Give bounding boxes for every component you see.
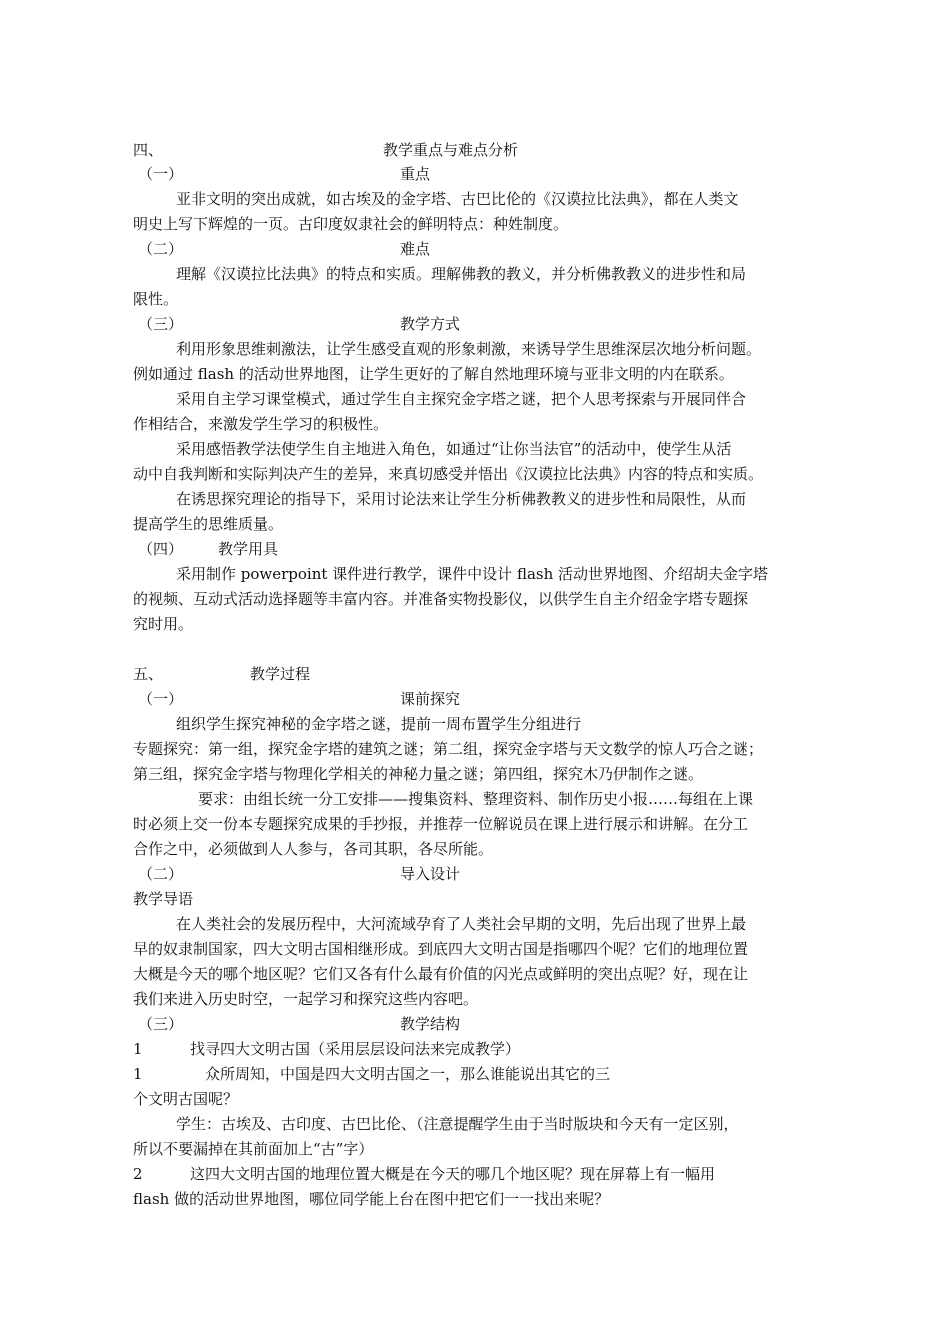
paragraph-line: 早的奴隶制国家，四大文明古国相继形成。到底四大文明古国是指哪四个呢？它们的地理位置: [133, 940, 749, 958]
item-number: 1: [133, 1040, 143, 1058]
item-text: 这四大文明古国的地理位置大概是在今天的哪几个地区呢？现在屏幕上有一幅用: [190, 1165, 716, 1183]
subsection-title: 重点: [400, 165, 431, 183]
subsection-heading: [138, 239, 828, 259]
subsection-title: 教学方式: [400, 315, 461, 333]
subsection-number: （一）: [138, 690, 184, 708]
subsection-number: （三）: [138, 1015, 184, 1033]
subsection-number: （三）: [138, 315, 184, 333]
subsection-heading: [138, 1014, 828, 1034]
paragraph-line: 要求：由组长统一分工安排——搜集资料、整理资料、制作历史小报……每组在上课: [198, 790, 754, 808]
section-title: 教学过程: [250, 665, 311, 683]
subsection-heading: [138, 689, 828, 709]
subsection-heading: [138, 864, 828, 884]
subsection-heading: [138, 164, 828, 184]
paragraph-line: 学生：古埃及、古印度、古巴比伦、（注意提醒学生由于当时版块和今天有一定区别，: [176, 1115, 739, 1133]
paragraph-line: 所以不要漏掉在其前面加上“古”字）: [133, 1140, 374, 1158]
paragraph-line: 大概是今天的哪个地区呢？它们又各有什么最有价值的闪光点或鲜明的突出点呢？好，现在让: [133, 965, 749, 983]
paragraph-line: 在诱思探究理论的指导下，采用讨论法来让学生分析佛教教义的进步性和局限性，从而: [176, 490, 747, 508]
item-text: 找寻四大文明古国（采用层层设问法来完成教学）: [190, 1040, 521, 1058]
section-number: 五、: [133, 665, 164, 683]
paragraph-line: 个文明古国呢？: [133, 1090, 239, 1108]
numbered-item: [133, 1164, 823, 1184]
paragraph-line: 例如通过 flash 的活动世界地图，让学生更好的了解自然地理环境与亚非文明的内在联系。: [133, 365, 734, 383]
subsection-number: （四）: [138, 540, 184, 558]
subsection-title: 教学用具: [218, 540, 279, 558]
paragraph-line: 理解《汉谟拉比法典》的特点和实质。理解佛教的教义，并分析佛教教义的进步性和局: [176, 265, 747, 283]
paragraph-line: 的视频、互动式活动选择题等丰富内容。并准备实物投影仪，以供学生自主介绍金字塔专题探: [133, 590, 749, 608]
section-heading: [133, 664, 823, 684]
subsection-title: 导入设计: [400, 865, 461, 883]
paragraph-line: 第三组，探究金字塔与物理化学相关的神秘力量之谜；第四组，探究木乃伊制作之谜。: [133, 765, 704, 783]
paragraph-line: 教学导语: [133, 890, 194, 908]
paragraph-line: 作相结合，来激发学生学习的积极性。: [133, 415, 389, 433]
subsection-heading: [138, 539, 828, 559]
paragraph-line: 时必须上交一份本专题探究成果的手抄报，并推荐一位解说员在课上进行展示和讲解。在分工: [133, 815, 749, 833]
section-heading: [133, 140, 823, 160]
paragraph-line: 在人类社会的发展历程中，大河流域孕育了人类社会早期的文明，先后出现了世界上最: [176, 915, 747, 933]
subsection-title: 难点: [400, 240, 431, 258]
paragraph-line: 采用制作 powerpoint 课件进行教学，课件中设计 flash 活动世界地图、介绍胡夫金字塔: [176, 565, 769, 583]
subsection-number: （二）: [138, 865, 184, 883]
subsection-title: 课前探究: [400, 690, 461, 708]
item-number: 2: [133, 1165, 143, 1183]
numbered-item: [133, 1064, 823, 1084]
paragraph-line: 限性。: [133, 290, 179, 308]
subsection-number: （一）: [138, 165, 184, 183]
paragraph-line: 组织学生探究神秘的金字塔之谜，提前一周布置学生分组进行: [176, 715, 582, 733]
paragraph-line: 利用形象思维刺激法，让学生感受直观的形象刺激，来诱导学生思维深层次地分析问题。: [176, 340, 762, 358]
item-number: 1: [133, 1065, 143, 1083]
paragraph-line: 专题探究：第一组，探究金字塔的建筑之谜；第二组，探究金字塔与天文数学的惊人巧合之谜；: [133, 740, 764, 758]
subsection-heading: [138, 314, 828, 334]
paragraph-line: 采用感悟教学法使学生自主地进入角色，如通过“让你当法官”的活动中，使学生从活: [176, 440, 732, 458]
section-number: 四、: [133, 141, 164, 159]
paragraph-line: 亚非文明的突出成就，如古埃及的金字塔、古巴比伦的《汉谟拉比法典》，都在人类文: [176, 190, 739, 208]
paragraph-line: 明史上写下辉煌的一页。古印度奴隶社会的鲜明特点：种姓制度。: [133, 215, 569, 233]
subsection-number: （二）: [138, 240, 184, 258]
paragraph-line: 提高学生的思维质量。: [133, 515, 284, 533]
item-text: 众所周知，中国是四大文明古国之一，那么谁能说出其它的三: [205, 1065, 611, 1083]
section-title: 教学重点与难点分析: [383, 141, 519, 159]
paragraph-line: 动中自我判断和实际判决产生的差异，来真切感受并悟出《汉谟拉比法典》内容的特点和实质。: [133, 465, 764, 483]
paragraph-line: 采用自主学习课堂模式，通过学生自主探究金字塔之谜，把个人思考探索与开展同伴合: [176, 390, 747, 408]
numbered-item: [133, 1039, 823, 1059]
paragraph-line: 合作之中，必须做到人人参与，各司其职，各尽所能。: [133, 840, 494, 858]
subsection-title: 教学结构: [400, 1015, 461, 1033]
paragraph-line: 究时用。: [133, 615, 194, 633]
paragraph-line: 我们来进入历史时空，一起学习和探究这些内容吧。: [133, 990, 479, 1008]
paragraph-line: flash 做的活动世界地图，哪位同学能上台在图中把它们一一找出来呢？: [133, 1190, 610, 1208]
